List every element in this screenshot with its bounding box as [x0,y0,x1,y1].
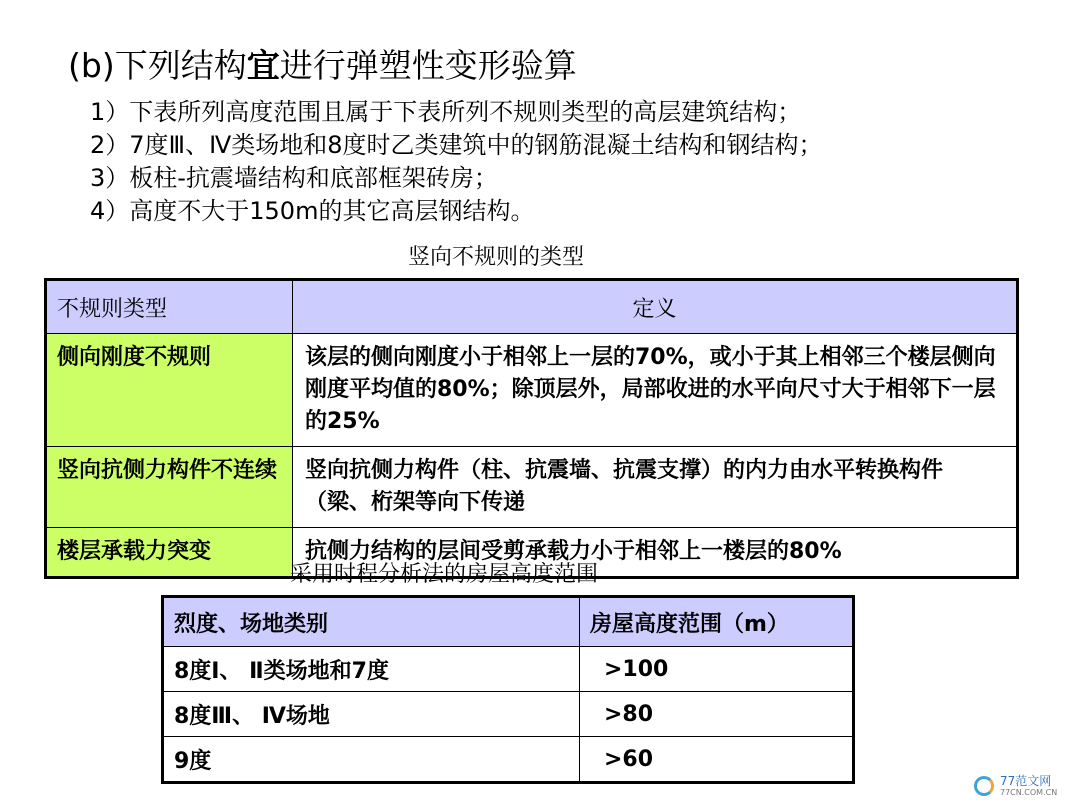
title-emphasis: 宜 [246,46,280,85]
title-suffix: 进行弹塑性变形验算 [279,46,577,85]
header-type: 不规则类型 [46,280,293,334]
list-item: 3）板柱-抗震墙结构和底部框架砖房； [90,164,498,192]
irregularity-definition: 竖向抗侧力构件（柱、抗震墙、抗震支撑）的内力由水平转换构件（梁、桁架等向下传递 [293,447,1018,528]
table-row [163,692,854,737]
list-item: 1）下表所列高度范围且属于下表所列不规则类型的高层建筑结构； [90,98,802,126]
table-header-row [163,597,854,647]
table1-caption: 竖向不规则的类型 [408,245,585,270]
height-range-table [161,595,855,784]
table2-caption: 采用时程分析法的房屋高度范围 [290,562,599,587]
height-range: >80 [580,692,854,737]
title-prefix: (b)下列结构 [68,46,247,85]
header-site: 烈度、场地类别 [163,597,580,647]
table-row [163,647,854,692]
structure-list [90,96,823,228]
irregularity-type: 竖向抗侧力构件不连续 [46,447,293,528]
watermark-name: 77范文网 [1000,774,1052,788]
table-row [46,447,1018,528]
logo-circle-icon [974,776,994,796]
irregularity-definition: 该层的侧向刚度小于相邻上一层的70%，或小于其上相邻三个楼层侧向刚度平均值的80%；除顶层外，局部收进的水平向尺寸大于相邻下一层的25% [293,334,1018,447]
height-range: >60 [580,737,854,783]
irregularity-type: 楼层承载力突变 [46,528,293,578]
table-row [46,334,1018,447]
table-header-row [46,280,1018,334]
watermark-logo [974,772,1066,802]
irregularity-table [44,278,1019,579]
header-height: 房屋高度范围（m） [580,597,854,647]
site-class: 9度 [163,737,580,783]
slide-title [68,44,577,88]
site-class: 8度Ⅰ、 Ⅱ类场地和7度 [163,647,580,692]
height-range: >100 [580,647,854,692]
site-class: 8度Ⅲ、 Ⅳ场地 [163,692,580,737]
header-definition: 定义 [293,280,1018,334]
watermark-url: 77CN.COM.CN [1000,788,1058,797]
irregularity-definition: 抗侧力结构的层间受剪承载力小于相邻上一楼层的80% [293,528,1018,578]
list-item: 2）7度Ⅲ、Ⅳ类场地和8度时乙类建筑中的钢筋混凝土结构和钢结构； [90,131,823,159]
list-item: 4）高度不大于150m的其它高层钢结构。 [90,197,535,225]
irregularity-type: 侧向刚度不规则 [46,334,293,447]
table-row [163,737,854,783]
